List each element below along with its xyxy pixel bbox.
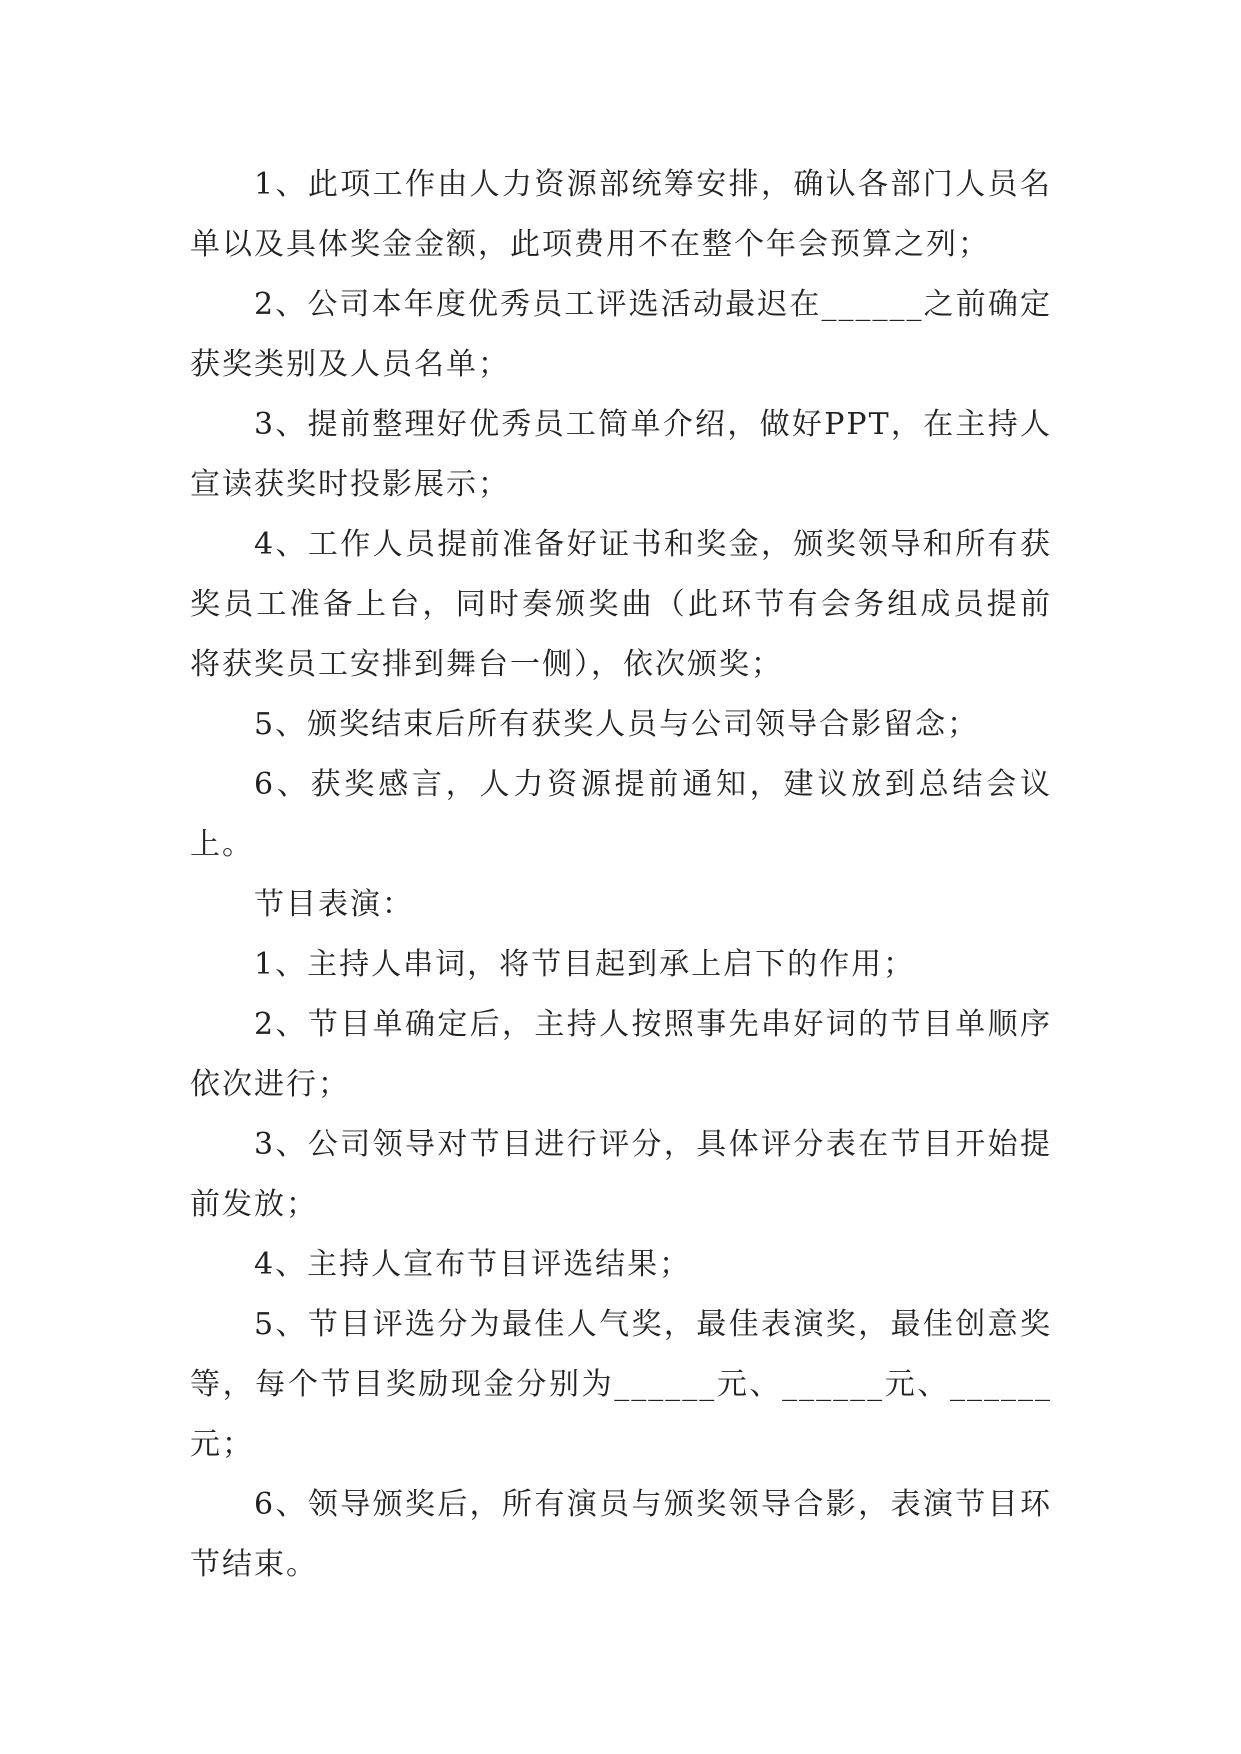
section-heading-performance: 节目表演： — [254, 887, 414, 922]
award-item-1: 1、此项工作由人力资源部统筹安排，确认各部门人员名单以及具体奖金金额，此项费用不在整个年会预算之列； — [190, 167, 1052, 262]
performance-item-2: 2、节目单确定后，主持人按照事先串好词的节目单顺序依次进行； — [190, 1007, 1052, 1102]
award-item-2: 2、公司本年度优秀员工评选活动最迟在______之前确定获奖类别及人员名单； — [190, 287, 1052, 382]
document-body — [190, 155, 1052, 1595]
award-item-3: 3、提前整理好优秀员工简单介绍，做好PPT，在主持人宣读获奖时投影展示； — [190, 407, 1052, 502]
performance-item-5: 5、节目评选分为最佳人气奖，最佳表演奖，最佳创意奖等，每个节目奖励现金分别为______元、______元、______元； — [190, 1307, 1052, 1462]
award-item-6: 6、获奖感言，人力资源提前通知，建议放到总结会议上。 — [190, 767, 1052, 862]
performance-item-4: 4、主持人宣布节目评选结果； — [254, 1247, 692, 1282]
award-item-4: 4、工作人员提前准备好证书和奖金，颁奖领导和所有获奖员工准备上台，同时奏颁奖曲（此环节有会务组成员提前将获奖员工安排到舞台一侧），依次颁奖； — [190, 527, 1052, 682]
performance-item-3: 3、公司领导对节目进行评分，具体评分表在节目开始提前发放； — [190, 1127, 1052, 1222]
performance-item-6: 6、领导颁奖后，所有演员与颁奖领导合影，表演节目环节结束。 — [190, 1487, 1052, 1582]
performance-item-1: 1、主持人串词，将节目起到承上启下的作用； — [254, 947, 916, 982]
award-item-5: 5、颁奖结束后所有获奖人员与公司领导合影留念； — [254, 707, 980, 742]
